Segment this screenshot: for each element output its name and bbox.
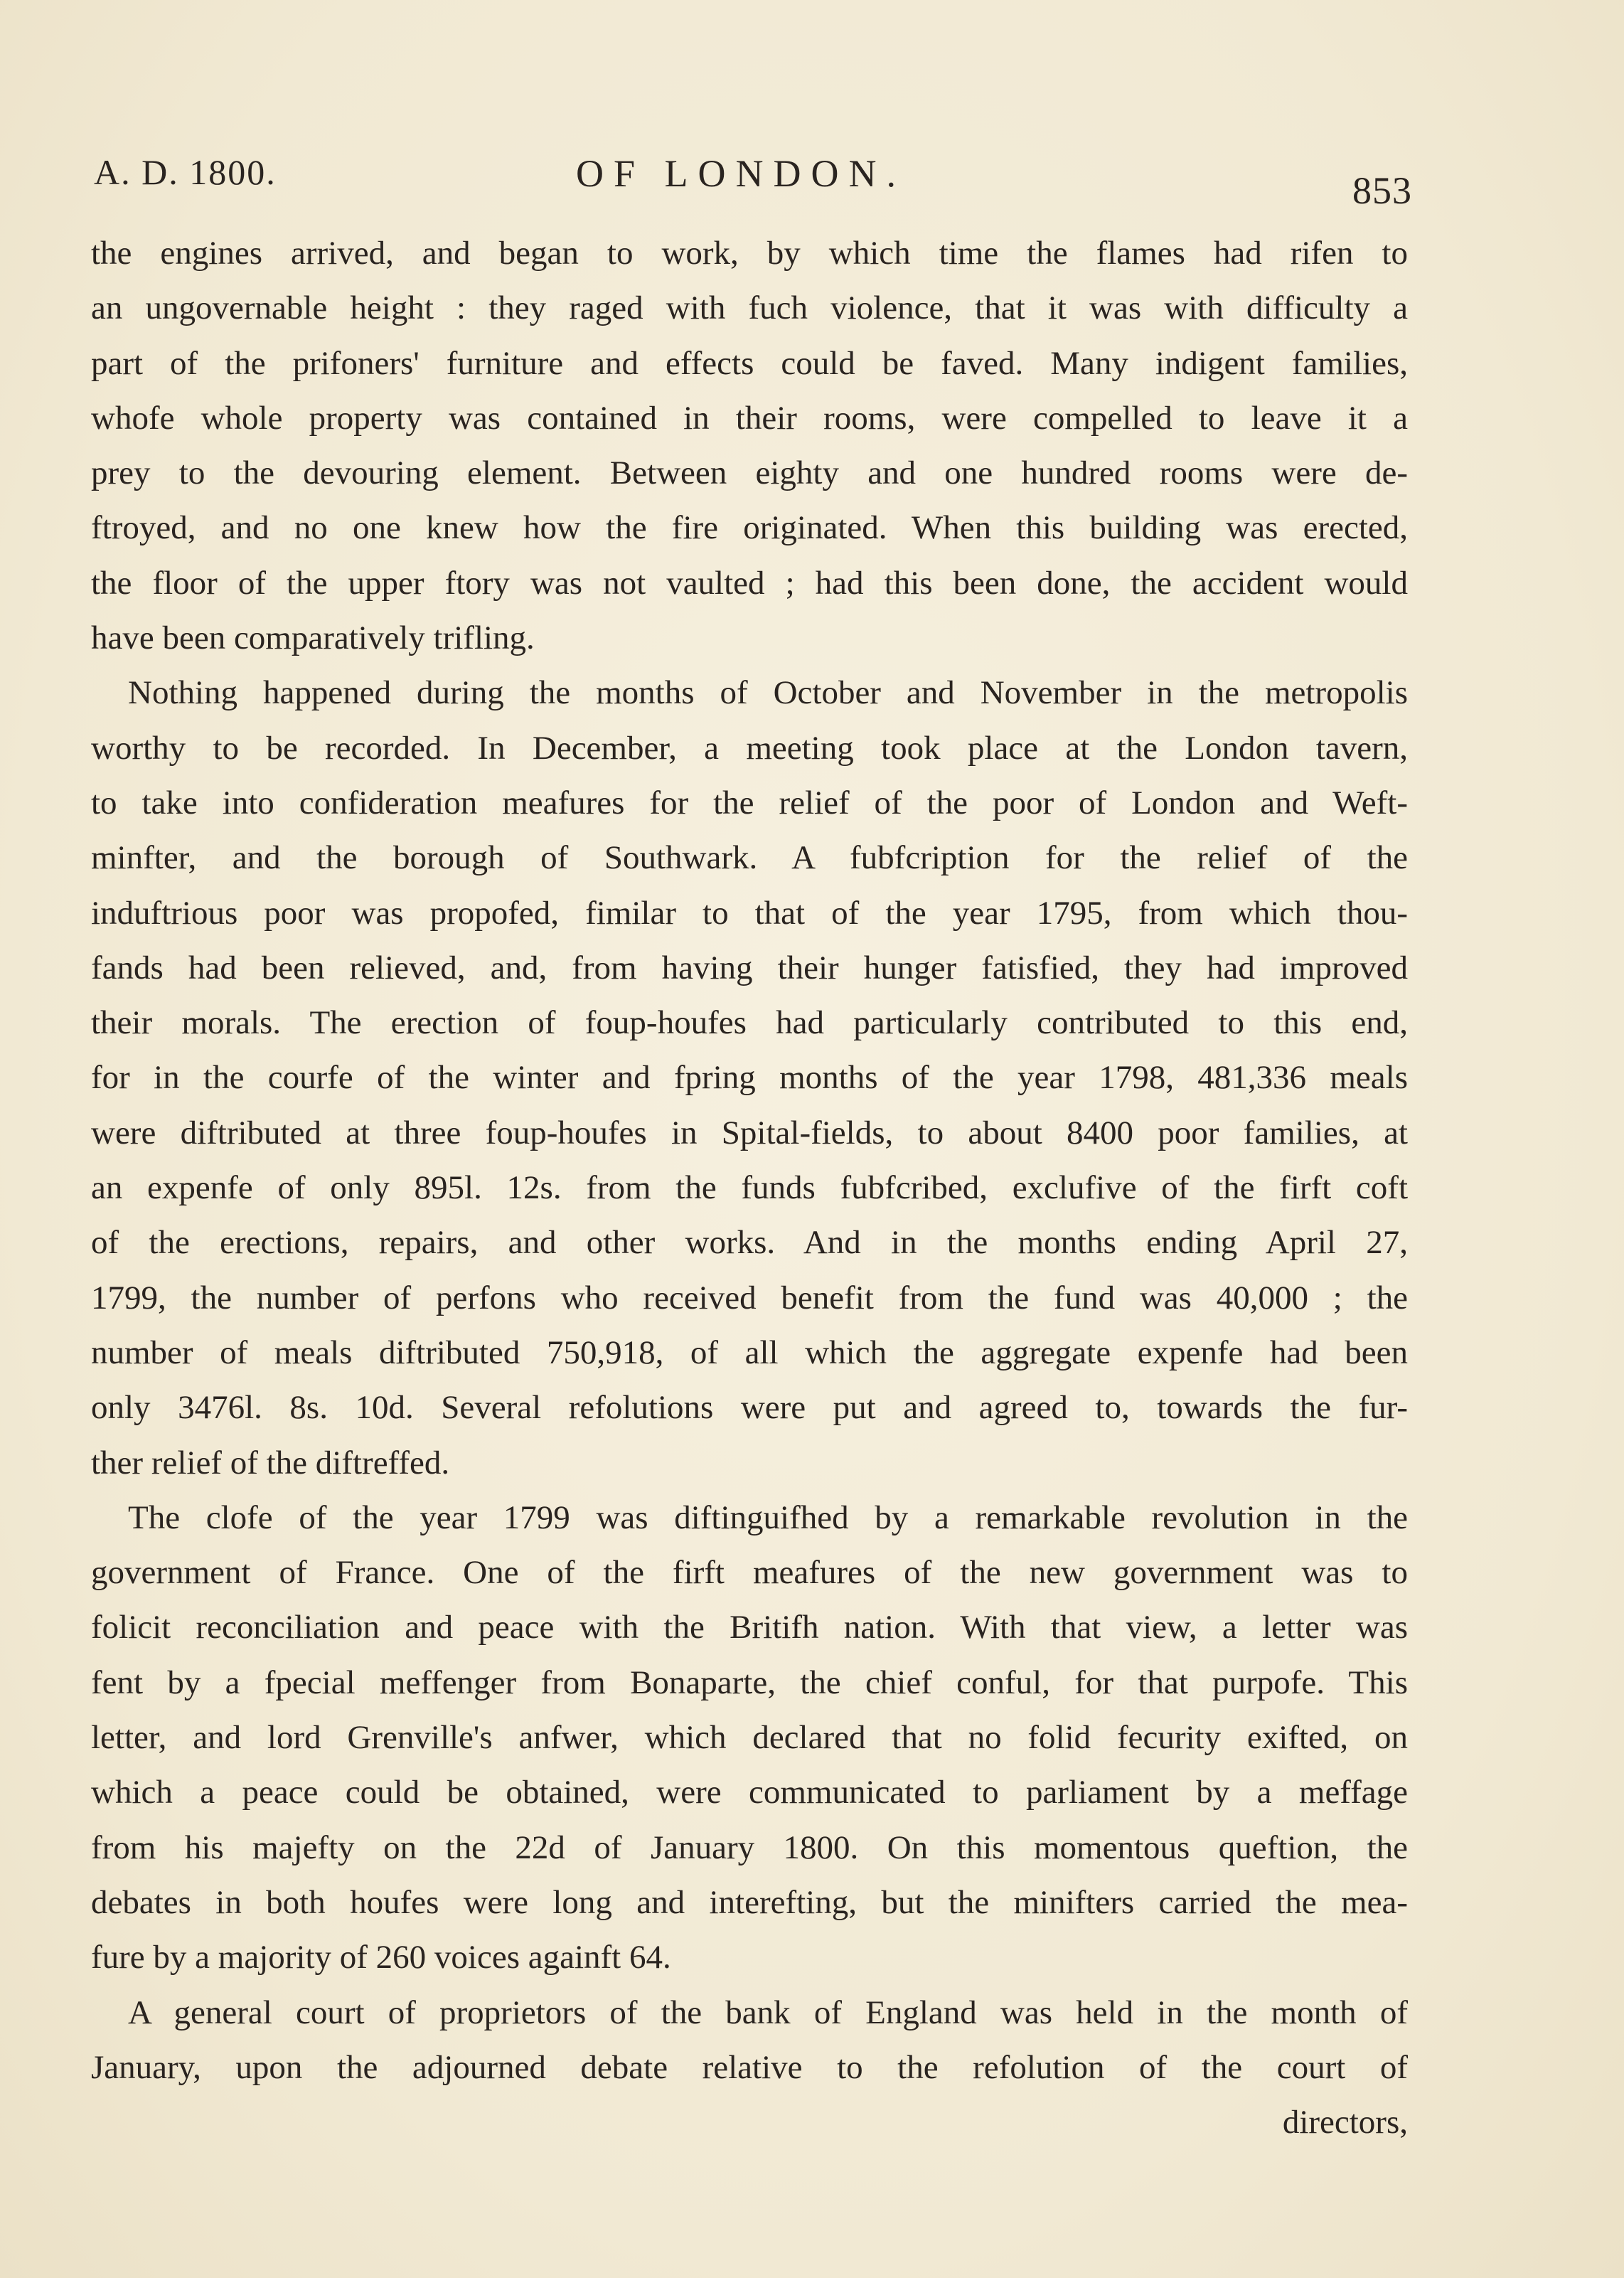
text-line: January, upon the adjourned debate relative to the refolution of the court of: [91, 2048, 1408, 2086]
text-line: an expenfe of only 895l. 12s. from the funds fubfcribed, exclufive of the firft coft: [91, 1169, 1408, 1207]
text-line: the engines arrived, and began to work, by which time the flames had rifen to: [91, 235, 1408, 272]
text-line: government of France. One of the firft meafures of the new government was to: [91, 1554, 1408, 1592]
paragraph-start: Nothing happened during the months of October and November in the metropolis: [128, 674, 1408, 712]
text-line: the floor of the upper ftory was not vaulted ; had this been done, the accident would: [91, 564, 1408, 602]
text-line: an ungovernable height : they raged with fuch violence, that it was with difficulty a: [91, 289, 1408, 327]
text-line: debates in both houfes were long and interefting, but the minifters carried the mea-: [91, 1883, 1408, 1921]
text-line: part of the prifoners' furniture and effects could be faved. Many indigent families,: [91, 344, 1408, 382]
text-line: fure by a majority of 260 voices againft 64.: [91, 1939, 671, 1976]
body-text: [91, 226, 1408, 2150]
text-line: prey to the devouring element. Between eighty and one hundred rooms were de-: [91, 454, 1408, 492]
paragraph-start: The clofe of the year 1799 was diftinguifhed by a remarkable revolution in the: [128, 1499, 1408, 1536]
text-line: for in the courfe of the winter and fpring months of the year 1798, 481,336 meals: [91, 1059, 1408, 1097]
text-line: which a peace could be obtained, were communicated to parliament by a meffage: [91, 1774, 1408, 1811]
running-title: OF LONDON.: [576, 152, 906, 195]
running-date: A. D. 1800.: [94, 152, 277, 192]
text-line: only 3476l. 8s. 10d. Several refolutions were put and agreed to, towards the fur-: [91, 1389, 1408, 1427]
text-line: worthy to be recorded. In December, a meeting took place at the London tavern,: [91, 729, 1408, 767]
text-line: have been comparatively trifling.: [91, 619, 535, 657]
text-line: to take into confideration meafures for the relief of the poor of London and Weft-: [91, 784, 1408, 821]
text-line: 1799, the number of perfons who received benefit from the fund was 40,000 ; the: [91, 1279, 1408, 1316]
text-line: fands had been relieved, and, from having their hunger fatisfied, they had improved: [91, 949, 1408, 986]
text-line: whofe whole property was contained in their rooms, were compelled to leave it a: [91, 399, 1408, 437]
text-line: their morals. The erection of foup-houfes had particularly contributed to this end,: [91, 1004, 1408, 1042]
text-line: minfter, and the borough of Southwark. A fubfcription for the relief of the: [91, 839, 1408, 877]
text-line: were diftributed at three foup-houfes in Spital-fields, to about 8400 poor families, at: [91, 1114, 1408, 1151]
page-number: 853: [1352, 169, 1412, 212]
text-line: of the erections, repairs, and other works. And in the months ending April 27,: [91, 1224, 1408, 1262]
text-line: number of meals diftributed 750,918, of all which the aggregate expenfe had been: [91, 1334, 1408, 1371]
catchword: directors,: [1282, 2104, 1408, 2141]
running-header: [85, 146, 1422, 210]
text-line: ftroyed, and no one knew how the fire originated. When this building was erected,: [91, 509, 1408, 547]
text-line: induftrious poor was propofed, fimilar to that of the year 1795, from which thou-: [91, 894, 1408, 932]
paragraph-start: A general court of proprietors of the bank of England was held in the month of: [128, 1994, 1408, 2031]
text-line: from his majefty on the 22d of January 1800. On this momentous queftion, the: [91, 1829, 1408, 1866]
text-line: ther relief of the diftreffed.: [91, 1444, 450, 1481]
text-line: fent by a fpecial meffenger from Bonaparte, the chief conful, for that purpofe. This: [91, 1664, 1408, 1701]
text-line: folicit reconciliation and peace with the Britifh nation. With that view, a letter was: [91, 1609, 1408, 1646]
text-line: letter, and lord Grenville's anfwer, which declared that no folid fecurity exifted, on: [91, 1719, 1408, 1757]
